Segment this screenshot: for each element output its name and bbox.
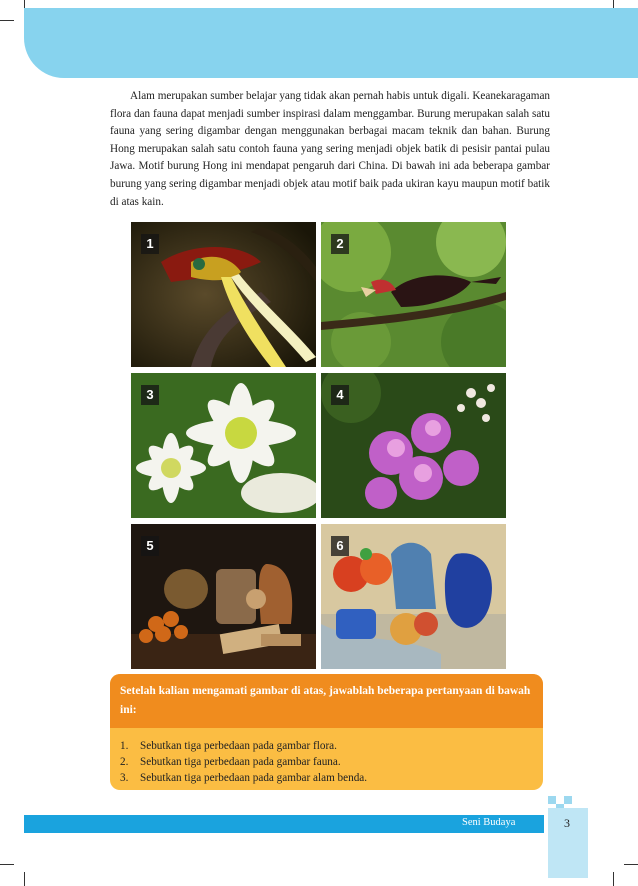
list-item-number: 2. bbox=[120, 756, 129, 768]
photo-bird-of-paradise bbox=[131, 222, 316, 367]
photo-number: 5 bbox=[141, 536, 159, 556]
header-band bbox=[24, 8, 638, 78]
footer-book-title: Seni Budaya bbox=[462, 817, 516, 828]
photo-number: 3 bbox=[141, 385, 159, 405]
list-item bbox=[120, 754, 543, 770]
intro-paragraph: Alam merupakan sumber belajar yang tidak akan pernah habis untuk digali. Keanekaragaman flora dan fauna dapat menjadi sumber inspirasi dalam menggambar. Burung merupakan salah satu fauna yang sering digambar dengan menggunakan berbagai macam teknik dan bahan. Burung Hong merupakan salah satu contoh fauna yang sering menjadi objek batik di pesisir pantai pulau Jawa. Motif burung Hong ini mendapat pengaruh dari China. Di bawah ini ada beberapa gambar burung yang sering digambar menjadi objek atau motif baik pada ukiran kayu maupun motif batik di atas kain. bbox=[110, 90, 550, 208]
photo-purple-flowers bbox=[321, 373, 506, 518]
photo-still-life-food bbox=[131, 524, 316, 669]
list-item-number: 3. bbox=[120, 772, 129, 784]
crop-mark bbox=[613, 872, 614, 886]
question-box-title: Setelah kalian mengamati gambar di atas, jawablah beberapa pertanyaan di bawah ini: bbox=[110, 674, 543, 728]
photo-number: 1 bbox=[141, 234, 159, 254]
photo-number: 6 bbox=[331, 536, 349, 556]
photo-number: 2 bbox=[331, 234, 349, 254]
crop-mark bbox=[0, 864, 14, 865]
crop-mark bbox=[0, 20, 14, 21]
crop-mark bbox=[624, 864, 638, 865]
question-list bbox=[110, 728, 543, 786]
decorative-pixel bbox=[548, 796, 556, 804]
list-item-text: Sebutkan tiga perbedaan pada gambar alam benda. bbox=[140, 772, 368, 784]
crop-mark bbox=[24, 872, 25, 886]
photo-hornbill bbox=[321, 222, 506, 367]
photo-painted-still-life bbox=[321, 524, 506, 669]
question-box bbox=[110, 674, 543, 790]
list-item-text: Sebutkan tiga perbedaan pada gambar flora. bbox=[140, 740, 337, 752]
decorative-pixel bbox=[564, 796, 572, 804]
photo-number: 4 bbox=[331, 385, 349, 405]
list-item bbox=[120, 738, 543, 754]
list-item-number: 1. bbox=[120, 740, 129, 752]
page-number: 3 bbox=[564, 816, 570, 830]
list-item bbox=[120, 770, 543, 786]
list-item-text: Sebutkan tiga perbedaan pada gambar fauna. bbox=[140, 756, 341, 768]
photo-chrysanthemum bbox=[131, 373, 316, 518]
